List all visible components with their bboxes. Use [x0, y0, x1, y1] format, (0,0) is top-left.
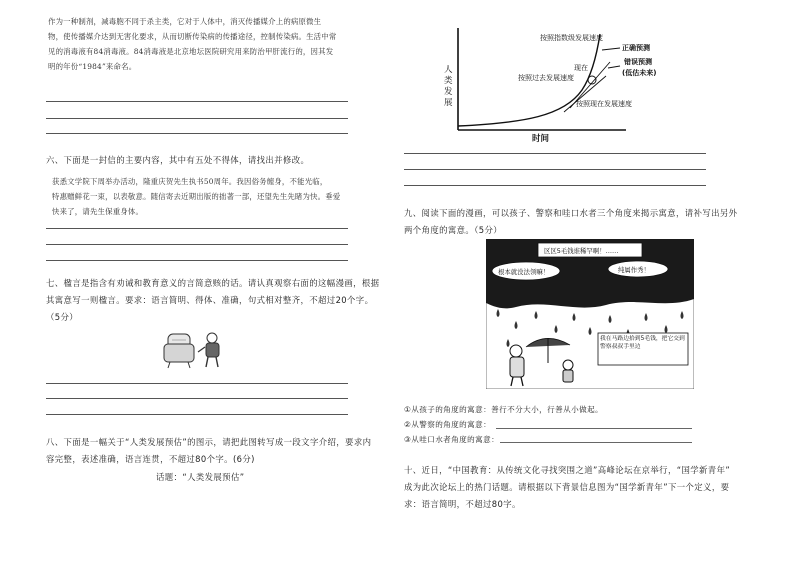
q9-text	[404, 205, 737, 239]
intro-paragraph	[48, 14, 358, 74]
letter-line: 获悉文学院下周举办活动，隆重庆贺先生执书50周年。我因俗务缠身，不能光临，	[52, 177, 328, 186]
chart-label-wrong-note: (低估未来)	[622, 69, 657, 77]
answer-police: ②从警察的角度的寓意：	[404, 420, 492, 429]
q9-line: 两个角度的寓意。（5分）	[404, 225, 503, 235]
q10-line: 成为此次论坛上的热门话题。请根据以下背景信息图为“国学新青年”下一个定义，要	[404, 482, 730, 492]
q7-line: （5分）	[46, 312, 79, 322]
chart-ylabel-char: 类	[444, 76, 453, 86]
q9-line: 九、阅读下面的漫画，可以孩子、警察和哇口水者三个角度来揭示寓意，请补写出另外	[404, 208, 738, 218]
q9-answers	[404, 402, 603, 447]
q10-text	[404, 462, 730, 513]
chart-xlabel: 时间	[532, 134, 550, 144]
chart-label-past: 按照过去发展速度	[518, 74, 574, 82]
intro-line: 见的消毒液有84消毒液。84消毒液是北京地坛医院研究用来防治甲肝流行的，因其发	[48, 47, 334, 56]
answer-line	[404, 185, 706, 186]
q7-line: 其寓意写一则楹言。要求：语言简明、得体、准确，句式相对整齐，不超过20个字。	[46, 295, 374, 305]
q10-line: 十、近日，“中国教育：从传统文化寻找突围之道”高峰论坛在京举行，“国学新青年”	[404, 465, 731, 475]
answer-fill-line	[500, 442, 692, 443]
answer-line	[46, 118, 348, 119]
chart-label-current: 按照现在发展速度	[576, 100, 632, 108]
q10-line: 求：语言简明，不超过80字。	[404, 499, 521, 509]
chart-ylabel-char: 展	[444, 98, 453, 108]
answer-line	[46, 244, 348, 245]
chart-label-exp: 按照指数级发展速度	[540, 34, 603, 42]
chart-label-now: 现在	[574, 64, 588, 72]
armchair-cartoon	[160, 328, 235, 370]
development-chart	[414, 20, 704, 144]
letter-line: 快来了，请先生保重身体。	[52, 207, 144, 216]
answer-line	[46, 383, 348, 384]
answer-line	[46, 398, 348, 399]
q7-text	[46, 275, 379, 326]
q6-letter	[52, 174, 340, 219]
intro-line: 作为一种制剂，减毒胞不同于杀主类，它对于人体中，消灭传播媒介上的病原微生	[48, 17, 322, 26]
rain-cartoon	[486, 239, 694, 389]
answer-child: ①从孩子的角度的寓意：善行不分大小，行善从小做起。	[404, 405, 604, 414]
q7-line: 七、楹言是指含有劝诫和教育意义的言简意赅的话。请认真观察右面的这幅漫画，根据	[46, 278, 380, 288]
answer-fill-line	[496, 428, 692, 429]
answer-line	[46, 101, 348, 102]
q8-line: 八、下面是一幅关于“人类发展预估”的图示，请把此图转写成一段文字介绍，要求内	[46, 437, 372, 447]
chart-ylabel-char: 人	[444, 65, 453, 75]
cartoon-bubble-1: 根本就没法领嘛！	[498, 268, 550, 276]
answer-spitter: ③从哇口水者角度的寓意：	[404, 435, 500, 444]
intro-line: 物，使传播媒介达到无害化要求，从而切断传染病的传播途径，控制传染病。生活中常	[48, 32, 337, 41]
answer-line	[46, 260, 348, 261]
answer-line	[46, 133, 348, 134]
cartoon-bubble-2: 纯属作秀！	[618, 266, 650, 274]
q8-caption: 话题：“人类发展预估”	[156, 472, 245, 482]
chart-wrong-leader	[608, 66, 620, 68]
chart-ylabel-char: 发	[444, 87, 453, 97]
answer-line	[404, 169, 706, 170]
chart-label-correct: 正确预测	[622, 44, 650, 52]
intro-line: 明的年份“1984”来命名。	[48, 62, 137, 71]
q6-title: 六、下面是一封信的主要内容，其中有五处不得体，请找出并修改。	[46, 155, 310, 165]
answer-line	[46, 414, 348, 415]
q8-text	[46, 434, 371, 468]
answer-line	[46, 228, 348, 229]
cartoon-boy-text: 我在马路边拾到5毛钱，把它交到警察叔叔手里边	[600, 336, 685, 350]
letter-line: 特惠赠鲜花一束，以表敬意。随信寄去近期出版的拙著一部，还望先生先睹为快。垂爱	[52, 192, 341, 201]
cartoon-banner: 区区5毛钱谁稀罕啊！……	[544, 247, 619, 255]
chart-label-wrong: 错误预测	[624, 58, 652, 66]
q8-line: 容完整，表述准确，语言连贯，不超过80个字。(6分)	[46, 454, 255, 464]
answer-line	[404, 153, 706, 154]
chart-correct-leader	[602, 48, 620, 50]
